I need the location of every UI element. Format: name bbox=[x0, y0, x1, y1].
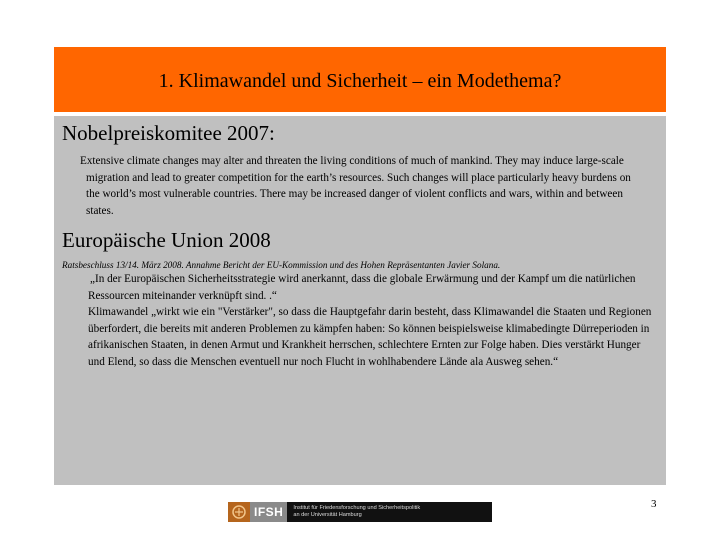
eu-quote-block bbox=[88, 271, 654, 370]
logo-line-2: an der Universität Hamburg bbox=[293, 512, 362, 518]
ifsh-logo bbox=[228, 502, 492, 522]
eu-quote-2: Klimawandel „wirkt wie ein "Verstärker", so dass die Hauptgefahr darin besteht, dass Klimawandel die Staaten und Regionen überfordert, die bereits mit anderen Problemen zu kämpfen haben: So können beispielsweise klimabedingte Dürreperioden in afrikanischen Staaten, in denen Armut und Krankheit herrschen, schlechtere Ernten zur Folge haben. Dies verstärkt Hunger und Elend, so dass die Menschen eventuell nur noch Flucht in wohlhabendere Lände ala Ausweg sehen.“ bbox=[88, 306, 652, 368]
section-heading-eu: Europäische Union 2008 bbox=[62, 228, 271, 252]
page-number: 3 bbox=[651, 498, 657, 510]
logo-institution bbox=[287, 505, 420, 519]
council-decision-note: Ratsbeschluss 13/14. März 2008. Annahme Bericht der EU-Kommission und des Hohen Repräsentanten Javier Solana. bbox=[62, 260, 501, 270]
logo-line-1: Institut für Friedensforschung und Sicherheitspolitik bbox=[293, 505, 421, 511]
slide-title: 1. Klimawandel und Sicherheit – ein Modethema? bbox=[158, 70, 562, 92]
title-bar bbox=[54, 47, 666, 112]
eu-quote-1: „In der Europäischen Sicherheitsstrategie wird anerkannt, dass die globale Erwärmung und der Kampf um die natürlichen Ressourcen miteinander verknüpft sind. .“ bbox=[88, 273, 636, 302]
emblem-icon bbox=[228, 502, 250, 522]
section-heading-nobel: Nobelpreiskomitee 2007: bbox=[62, 121, 275, 145]
logo-acronym: IFSH bbox=[250, 502, 287, 522]
nobel-paragraph: Extensive climate changes may alter and threaten the living conditions of much of mankind. They may induce large-scale migration and lead to greater competition for the earth’s resources. Such changes will place particularly heavy burdens on the world’s most vulnerable countries. There may be increased danger of violent conflicts and wars, within and between states. bbox=[80, 155, 631, 217]
content-panel bbox=[54, 116, 666, 485]
